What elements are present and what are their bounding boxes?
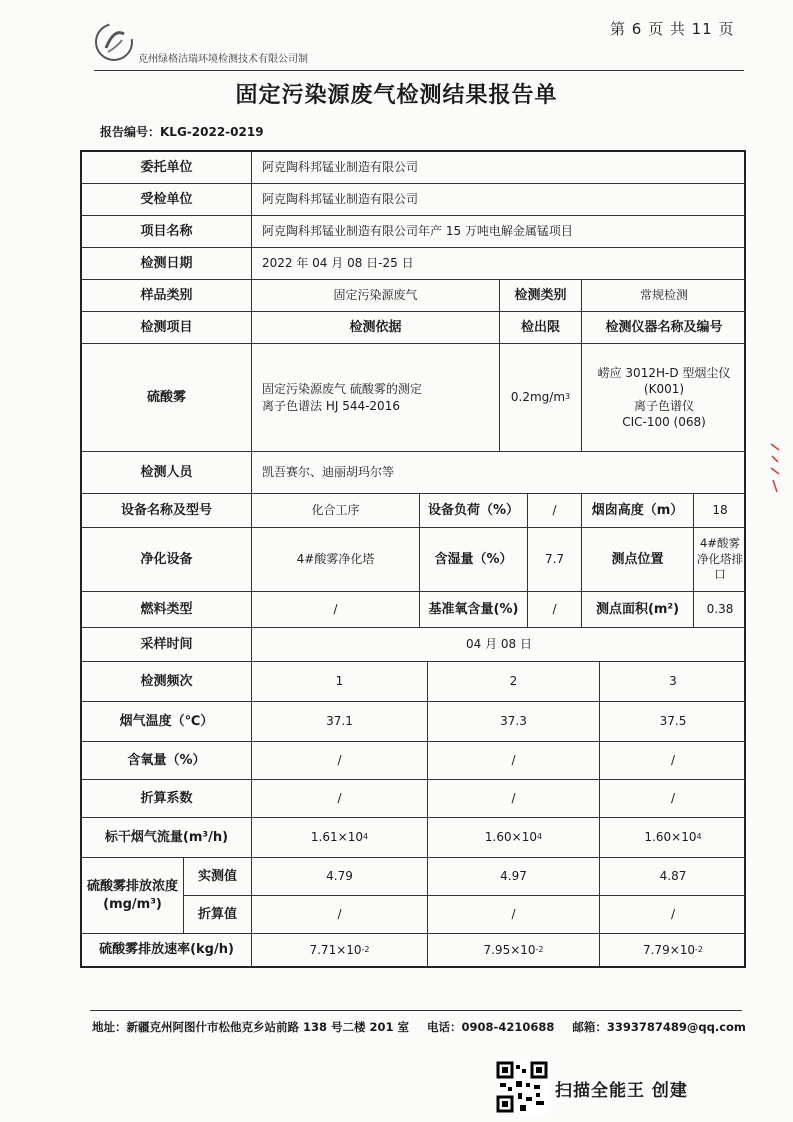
converted-1: / [252,896,428,934]
method-basis [252,344,500,452]
inspected-label: 受检单位 [82,184,252,216]
method-basis-line1: 固定污染源废气 硫酸雾的测定 [262,382,422,397]
equipment-load-value: / [528,494,582,528]
footer-address: 地址：新疆克州阿图什市松他克乡站前路 138 号二楼 201 室 [92,1020,410,1034]
rate-3 [600,934,746,966]
header-divider [94,70,744,71]
fuel-value: / [252,592,420,628]
method-limit-header: 检出限 [500,312,582,344]
method-instrument-header: 检测仪器名称及编号 [582,312,746,344]
footer-email: 邮箱：3393787489@qq.com [572,1020,746,1034]
point-value: 4#酸雾净化塔排口 [694,528,746,592]
sampling-value: 04 月 08 日 [252,628,746,662]
measured-1: 4.79 [252,858,428,896]
method-limit-value: 0.2mg/m [510,390,566,405]
page-title: 固定污染源废气检测结果报告单 [235,83,558,108]
rate-2-exp: -2 [535,944,544,954]
factor-2: / [428,780,600,818]
freq-1: 1 [252,662,428,702]
converted-3: / [600,896,746,934]
o2-ref-label: 基准氧含量(%) [420,592,528,628]
date-label: 检测日期 [82,248,252,280]
rate-label: 硫酸雾排放速率(kg/h) [82,934,252,966]
rate-2-value: 7.95×10 [483,942,536,957]
o2-label: 含氧量（%） [82,742,252,780]
o2-1: / [252,742,428,780]
company-logo [92,20,136,64]
moisture-label: 含湿量（%） [420,528,528,592]
test-category-label: 检测类别 [500,280,582,312]
flow-2 [428,818,600,858]
measured-2: 4.97 [428,858,600,896]
date-value: 2022 年 04 月 08 日-25 日 [252,248,746,280]
purifier-value: 4#酸雾净化塔 [252,528,420,592]
point-label: 测点位置 [582,528,694,592]
instrument-line1: 崂应 3012H-D 型烟尘仪 [597,366,731,381]
inspected-value: 阿克陶科邦锰业制造有限公司 [252,184,746,216]
rate-1-value: 7.71×10 [309,942,362,957]
flow-3-value: 1.60×10 [644,830,697,845]
sample-type-value: 固定污染源废气 [252,280,500,312]
client-value: 阿克陶科邦锰业制造有限公司 [252,152,746,184]
equipment-load-label: 设备负荷（%） [420,494,528,528]
flow-1-exp: 4 [362,832,369,842]
factor-1: / [252,780,428,818]
method-instrument [582,344,746,452]
footer-divider [90,1010,742,1011]
project-label: 项目名称 [82,216,252,248]
footer [92,1019,760,1035]
measured-3: 4.87 [600,858,746,896]
method-item: 硫酸雾 [82,344,252,452]
conc-label: 硫酸雾排放浓度(mg/m³) [82,858,184,934]
freq-3: 3 [600,662,746,702]
results-table [80,150,746,968]
rate-1 [252,934,428,966]
report-number: 报告编号：KLG-2022-0219 [100,125,264,139]
scanner-watermark: 扫描全能王 创建 [555,1081,688,1101]
flow-1 [252,818,428,858]
equipment-name-value: 化合工序 [252,494,420,528]
company-name: 克州绿格洁瑞环境检测技术有限公司制 [138,54,308,65]
method-basis-header: 检测依据 [252,312,500,344]
fuel-label: 燃料类型 [82,592,252,628]
red-pen-mark [768,440,782,500]
purifier-label: 净化设备 [82,528,252,592]
converted-2: / [428,896,600,934]
method-basis-line2: 离子色谱法 HJ 544-2016 [262,398,400,413]
o2-3: / [600,742,746,780]
rate-3-exp: -2 [695,944,704,954]
personnel-label: 检测人员 [82,452,252,494]
moisture-value: 7.7 [528,528,582,592]
sample-type-label: 样品类别 [82,280,252,312]
equipment-name-label: 设备名称及型号 [82,494,252,528]
instrument-line4: CIC-100 (068) [622,414,706,429]
area-label: 测点面积(m²) [582,592,694,628]
method-limit-sup: 3 [565,392,571,402]
flow-3 [600,818,746,858]
instrument-line2: (K001) [643,382,685,397]
flow-2-exp: 4 [536,832,543,842]
page-number: 第 6 页 共 11 页 [610,20,735,38]
o2-2: / [428,742,600,780]
personnel-value: 凯吾赛尔、迪丽胡玛尔等 [252,452,746,494]
instrument-line3: 离子色谱仪 [633,398,694,413]
qr-code-icon [496,1061,548,1113]
factor-3: / [600,780,746,818]
temp-2: 37.3 [428,702,600,742]
stack-height-label: 烟囱高度（m） [582,494,694,528]
project-value: 阿克陶科邦锰业制造有限公司年产 15 万吨电解金属锰项目 [252,216,746,248]
test-category-value: 常规检测 [582,280,746,312]
flow-1-value: 1.61×10 [310,830,363,845]
temp-3: 37.5 [600,702,746,742]
method-item-header: 检测项目 [82,312,252,344]
temp-label: 烟气温度（℃） [82,702,252,742]
converted-label: 折算值 [184,896,252,934]
rate-3-value: 7.79×10 [642,942,696,957]
method-limit [500,344,582,452]
temp-1: 37.1 [252,702,428,742]
sampling-label: 采样时间 [82,628,252,662]
flow-label: 标干烟气流量(m³/h) [82,818,252,858]
flow-3-exp: 4 [696,832,702,842]
measured-label: 实测值 [184,858,252,896]
area-value: 0.38 [694,592,746,628]
factor-label: 折算系数 [82,780,252,818]
rate-1-exp: -2 [361,944,370,954]
client-label: 委托单位 [82,152,252,184]
freq-label: 检测频次 [82,662,252,702]
footer-phone: 电话：0908-4210688 [427,1020,555,1034]
flow-2-value: 1.60×10 [484,830,537,845]
rate-2 [428,934,600,966]
o2-ref-value: / [528,592,582,628]
stack-height-value: 18 [694,494,746,528]
freq-2: 2 [428,662,600,702]
